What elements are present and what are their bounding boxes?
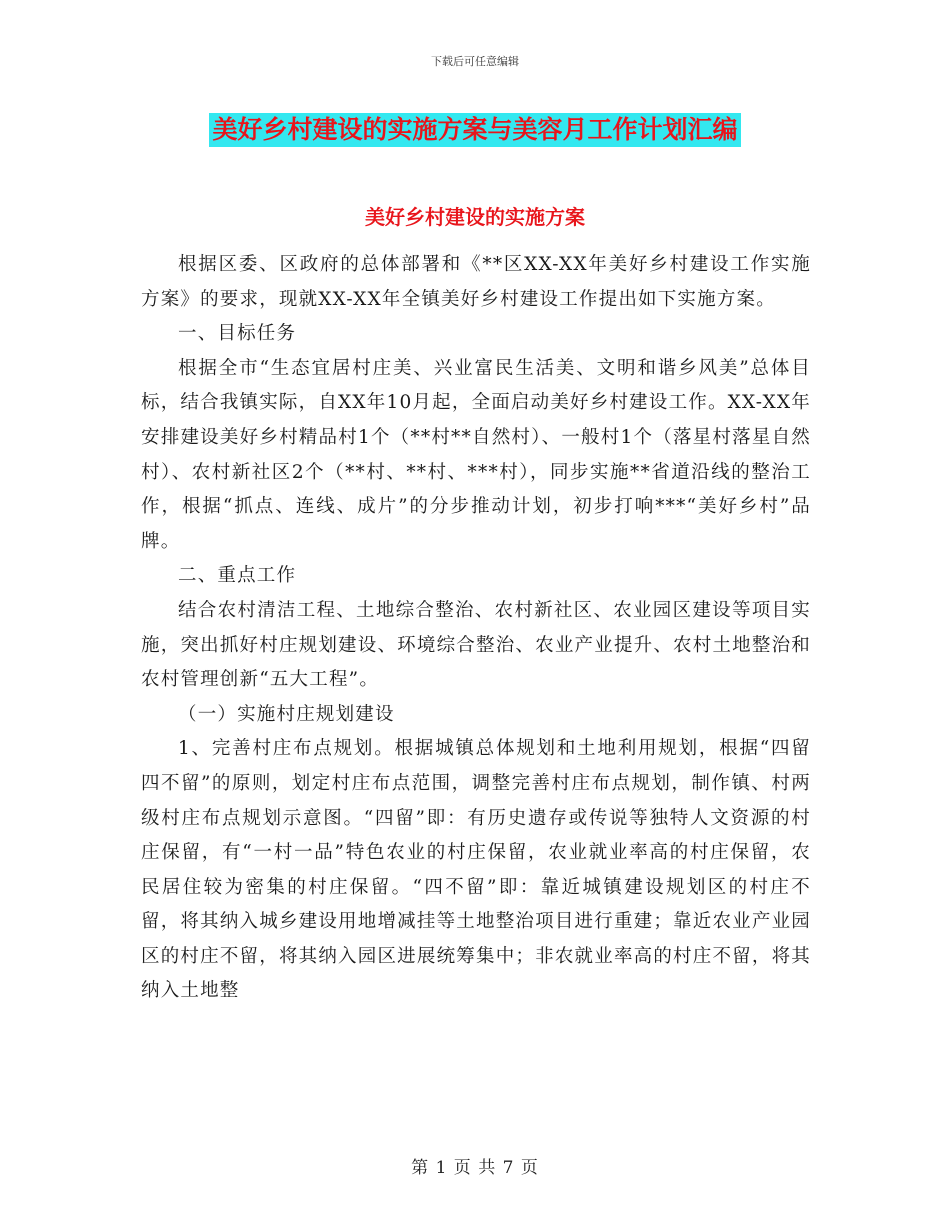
page-footer: 第 1 页 共 7 页 [411,1158,539,1178]
heading-village-planning: （一）实施村庄规划建设 [178,703,395,725]
paragraph-village-layout: 1、完善村庄布点规划。根据城镇总体规划和土地利用规划，根据“四留四不留”的原则，划定村庄布点范围，调整完善村庄布点规划，制作镇、村两级村庄布点规划示意图。“四留”即：有历史遗存或传说等独特人文资源的村庄保留，有“一村一品”特色农业的村庄保留，农业就业率高的村庄保留，农民居住较为密集的村庄保留。“四不留”即：靠近城镇建设规划区的村庄不留，将其纳入城乡建设用地增减挂等土地整治项目进行重建；靠近农业产业园区的村庄不留，将其纳入园区进展统筹集中；非农就业率高的村庄不留，将其纳入土地整 [141,738,811,1002]
section-title: 美好乡村建设的实施方案 [365,205,585,229]
paragraph-intro: 根据区委、区政府的总体部署和《**区XX-XX年美好乡村建设工作实施方案》的要求，现就XX-XX年全镇美好乡村建设工作提出如下实施方案。 [141,254,811,310]
heading-key-work: 二、重点工作 [178,565,297,587]
header-note: 下载后可任意编辑 [431,55,519,68]
paragraph-key-work: 结合农村清洁工程、土地综合整治、农村新社区、农业园区建设等项目实施，突出抓好村庄规划建设、环境综合整治、农业产业提升、农村土地整治和农村管理创新“五大工程”。 [141,599,811,691]
document-body [141,248,811,1009]
paragraph-goals: 根据全市“生态宜居村庄美、兴业富民生活美、文明和谐乡风美”总体目标，结合我镇实际，自XX年10月起，全面启动美好乡村建设工作。XX-XX年安排建设美好乡村精品村1个（**村**自然村）、一般村1个（落星村落星自然村）、农村新社区2个（**村、**村、***村），同步实施**省道沿线的整治工作，根据“抓点、连线、成片”的分步推动计划，初步打响***“美好乡村”品牌。 [141,357,811,552]
heading-goals: 一、目标任务 [178,323,297,345]
document-title-text: 美好乡村建设的实施方案与美容月工作计划汇编 [209,113,740,147]
document-title [0,113,950,147]
